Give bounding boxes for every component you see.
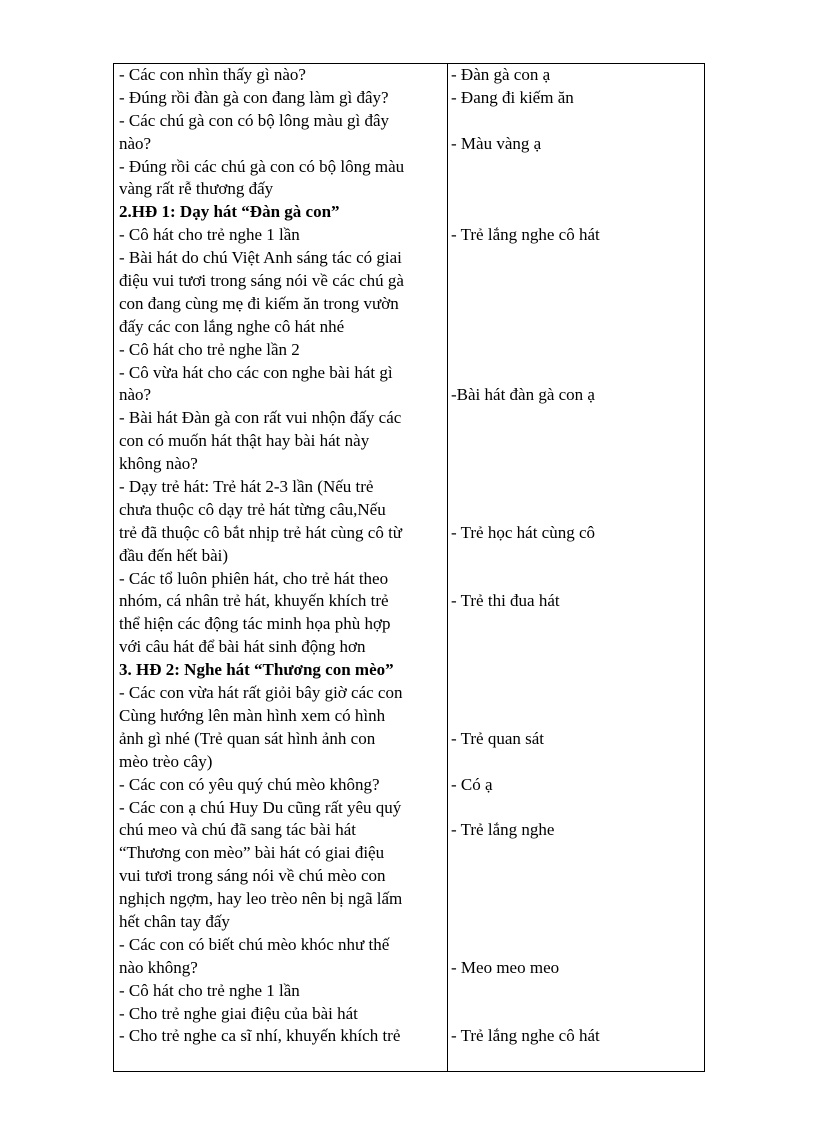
text-line: nào không?: [119, 957, 198, 977]
text-line: - Các tổ luôn phiên hát, cho trẻ hát theo: [119, 568, 389, 588]
text-line: [448, 430, 704, 453]
text-line: [448, 911, 704, 934]
text-line: - Meo meo meo: [451, 957, 560, 977]
text-line: [448, 316, 704, 339]
text-line: [448, 156, 704, 179]
text-line: [448, 934, 704, 957]
text-line: đấy các con lắng nghe cô hát nhé: [119, 316, 345, 336]
text-line: [448, 636, 704, 659]
text-line: - Đang đi kiếm ăn: [451, 87, 574, 107]
text-line: [448, 453, 704, 476]
text-line: không nào?: [119, 454, 198, 474]
text-line: - Các chú gà con có bộ lông màu gì đây: [119, 110, 390, 130]
text-line: hết chân tay đấy: [119, 911, 230, 931]
text-line: [448, 339, 704, 362]
text-line: thể hiện các động tác minh họa phù hợp: [119, 614, 391, 634]
text-line: “Thương con mèo” bài hát có giai điệu: [119, 843, 385, 863]
child-activities-column: [448, 64, 705, 1072]
text-line: [448, 751, 704, 774]
text-line: [448, 797, 704, 820]
text-line: [448, 201, 704, 224]
table-row: [114, 64, 705, 1072]
text-line: - Trẻ quan sát: [451, 728, 545, 748]
text-line: [448, 842, 704, 865]
text-line: [448, 293, 704, 316]
text-line: - Trẻ học hát cùng cô: [451, 522, 596, 542]
text-line: [448, 613, 704, 636]
text-line: - Cho trẻ nghe giai điệu của bài hát: [119, 1003, 358, 1023]
text-line: - Trẻ lắng nghe cô hát: [451, 225, 600, 245]
text-line: [448, 178, 704, 201]
text-line: [448, 476, 704, 499]
text-line: chưa thuộc cô dạy trẻ hát từng câu,Nếu: [119, 499, 386, 519]
text-line: - Các con ạ chú Huy Du cũng rất yêu quý: [119, 797, 402, 817]
teacher-activities-column: [114, 64, 448, 1072]
text-line: trẻ đã thuộc cô bắt nhịp trẻ hát cùng cô từ: [119, 522, 403, 542]
text-line: - Trẻ lắng nghe cô hát: [451, 1026, 600, 1046]
text-line: [448, 659, 704, 682]
text-line: [448, 568, 704, 591]
text-line: nghịch ngợm, hay leo trèo nên bị ngã lấm: [119, 889, 403, 909]
text-line: - Dạy trẻ hát: Trẻ hát 2-3 lần (Nếu trẻ: [119, 477, 374, 497]
text-line: [448, 1003, 704, 1026]
text-line: - Trẻ thi đua hát: [451, 591, 560, 611]
text-line: chú meo và chú đã sang tác bài hát: [119, 820, 356, 840]
text-line: - Có ạ: [451, 774, 493, 794]
text-line: [448, 888, 704, 911]
text-line: - Cô hát cho trẻ nghe 1 lần: [119, 225, 300, 245]
text-line: [448, 980, 704, 1003]
text-line: [448, 499, 704, 522]
text-line: nhóm, cá nhân trẻ hát, khuyến khích trẻ: [119, 591, 389, 611]
text-line: [448, 705, 704, 728]
text-line: - Các con vừa hát rất giỏi bây giờ các con: [119, 683, 403, 703]
text-line: - Cô vừa hát cho các con nghe bài hát gì: [119, 362, 393, 382]
text-line: [448, 1048, 704, 1071]
text-line: Cùng hướng lên màn hình xem có hình: [119, 705, 386, 725]
text-line: - Các con có biết chú mèo khóc như thế: [119, 934, 390, 954]
text-line: - Các con nhìn thấy gì nào?: [119, 65, 306, 84]
text-line: - Cô hát cho trẻ nghe 1 lần: [119, 980, 300, 1000]
text-line: con có muốn hát thật hay bài hát này: [119, 431, 370, 451]
text-line: với câu hát để bài hát sinh động hơn: [119, 637, 366, 657]
text-line: nào?: [119, 133, 152, 153]
text-line: đầu đến hết bài): [119, 545, 229, 565]
text-line: - Đúng rồi đàn gà con đang làm gì đây?: [119, 87, 389, 107]
text-line: [448, 362, 704, 385]
text-line: - Bài hát Đàn gà con rất vui nhộn đấy các: [119, 408, 402, 428]
text-line: -Bài hát đàn gà con ạ: [451, 385, 595, 405]
text-line: [448, 110, 704, 133]
text-line: - Đúng rồi các chú gà con có bộ lông màu: [119, 156, 405, 176]
text-line: vui tươi trong sáng nói về chú mèo con: [119, 866, 386, 886]
text-line: ảnh gì nhé (Trẻ quan sát hình ảnh con: [119, 728, 376, 748]
text-line: - Bài hát do chú Việt Anh sáng tác có giai: [119, 248, 402, 268]
text-line: [448, 247, 704, 270]
text-line: - Đàn gà con ạ: [451, 65, 551, 84]
text-line: - Cô hát cho trẻ nghe lần 2: [119, 339, 300, 359]
text-line: - Cho trẻ nghe ca sĩ nhí, khuyến khích trẻ: [119, 1026, 401, 1046]
text-line: [448, 682, 704, 705]
section-heading-hd1: 2.HĐ 1: Dạy hát “Đàn gà con”: [119, 202, 340, 222]
section-heading-hd2: 3. HĐ 2: Nghe hát “Thương con mèo”: [119, 660, 394, 680]
text-line: [448, 407, 704, 430]
text-line: - Các con có yêu quý chú mèo không?: [119, 774, 380, 794]
text-line: điệu vui tươi trong sáng nói về các chú gà: [119, 271, 404, 291]
text-line: [448, 865, 704, 888]
text-line: mèo trèo cây): [119, 751, 213, 771]
text-line: [448, 270, 704, 293]
text-line: con đang cùng mẹ đi kiếm ăn trong vườn: [119, 293, 399, 313]
text-line: - Màu vàng ạ: [451, 133, 542, 153]
text-line: - Trẻ lắng nghe: [451, 820, 555, 840]
lesson-plan-table: [113, 63, 705, 1072]
text-line: [448, 545, 704, 568]
text-line: vàng rất rễ thương đấy: [119, 179, 274, 199]
text-line: nào?: [119, 385, 152, 405]
